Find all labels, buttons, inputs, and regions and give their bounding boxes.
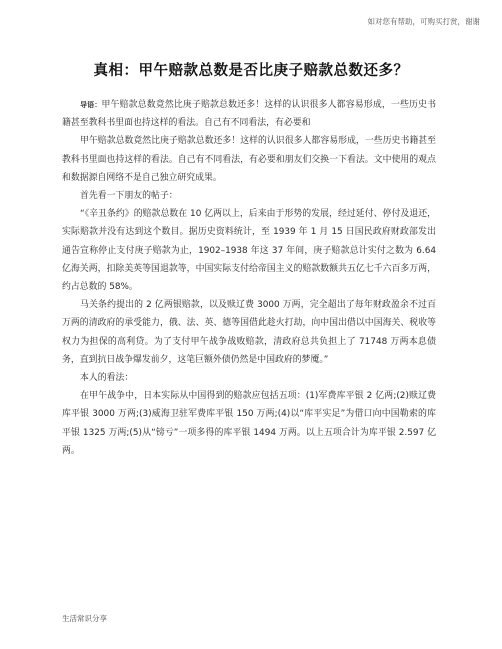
footer-note: 生活常识分享 bbox=[62, 614, 107, 623]
quote-paragraph: 马关条约提出的 2 亿两银赔款，以及赎辽费 3000 万两，完全超出了每年财政盈余不过百万两的清政府的承受能力，俄、法、英、德等国借此趁火打劫，向中国出借以中国海关、税收等权力为担保的高利贷。为了支付甲午战争战败赔款，清政府总共负担上了 71748 万两本息债务，直到抗日战争爆发前夕，这笔巨额外债仍然是中国政府的梦魇。” bbox=[62, 300, 436, 365]
paragraph: 本人的看法： bbox=[80, 373, 134, 384]
paragraph: 甲午赔款总数竟然比庚子赔款总数还多！这样的认识很多人都容易形成，一些历史书籍甚至教科书里面也持这样的看法。自己有不同看法，有必要和朋友们交换一下看法。文中使用的观点和数据源自网络不是自己独立研究成果。 bbox=[62, 136, 436, 183]
lead-text: 甲午赔款总数竟然比庚子赔款总数还多！这样的认识很多人都容易形成，一些历史书籍甚至教科书里面也持这样的看法。自己有不同看法，有必要和 bbox=[62, 100, 437, 129]
lead-label: 导语： bbox=[80, 101, 102, 109]
paragraph: 在甲午战争中，日本实际从中国得到的赔款应包括五项：(1)军费库平银 2 亿两;(2)赎辽费库平银 3000 万两;(3)威海卫驻军费库平银 150 万两;(4)以“库平实足”为借口向中国勒索的库平银 1325 万两;(5)从“镑亏”一项多得的库平银 1494 万两。以上五项合计为库平银 2.597 亿两。 bbox=[62, 391, 436, 456]
lead-paragraph bbox=[62, 96, 436, 132]
quote-paragraph: “《辛丑条约》的赔款总数在 10 亿两以上，后来由于形势的发展，经过延付、停付及退还，实际赔款并没有达到这个数目。据历史资料统计，至 1939 年 1 月 15 日国民政府财政部发出通告宣称停止支付庚子赔款为止，1902–1938 年这 37 年间，庚子赔款总计实付之数为 6.64 亿海关两，扣除美英等国退款等，中国实际支付给帝国主义的赔款数额共五亿七千六百多万两，约占总数的 58%。 bbox=[62, 209, 436, 293]
header-note: 如对您有帮助，可购买打赏，谢谢 bbox=[367, 17, 480, 26]
page-title: 真相：甲午赔款总数是否比庚子赔款总数还多？ bbox=[93, 63, 409, 79]
paragraph: 首先看一下朋友的帖子： bbox=[80, 191, 178, 202]
article-body bbox=[62, 96, 436, 460]
